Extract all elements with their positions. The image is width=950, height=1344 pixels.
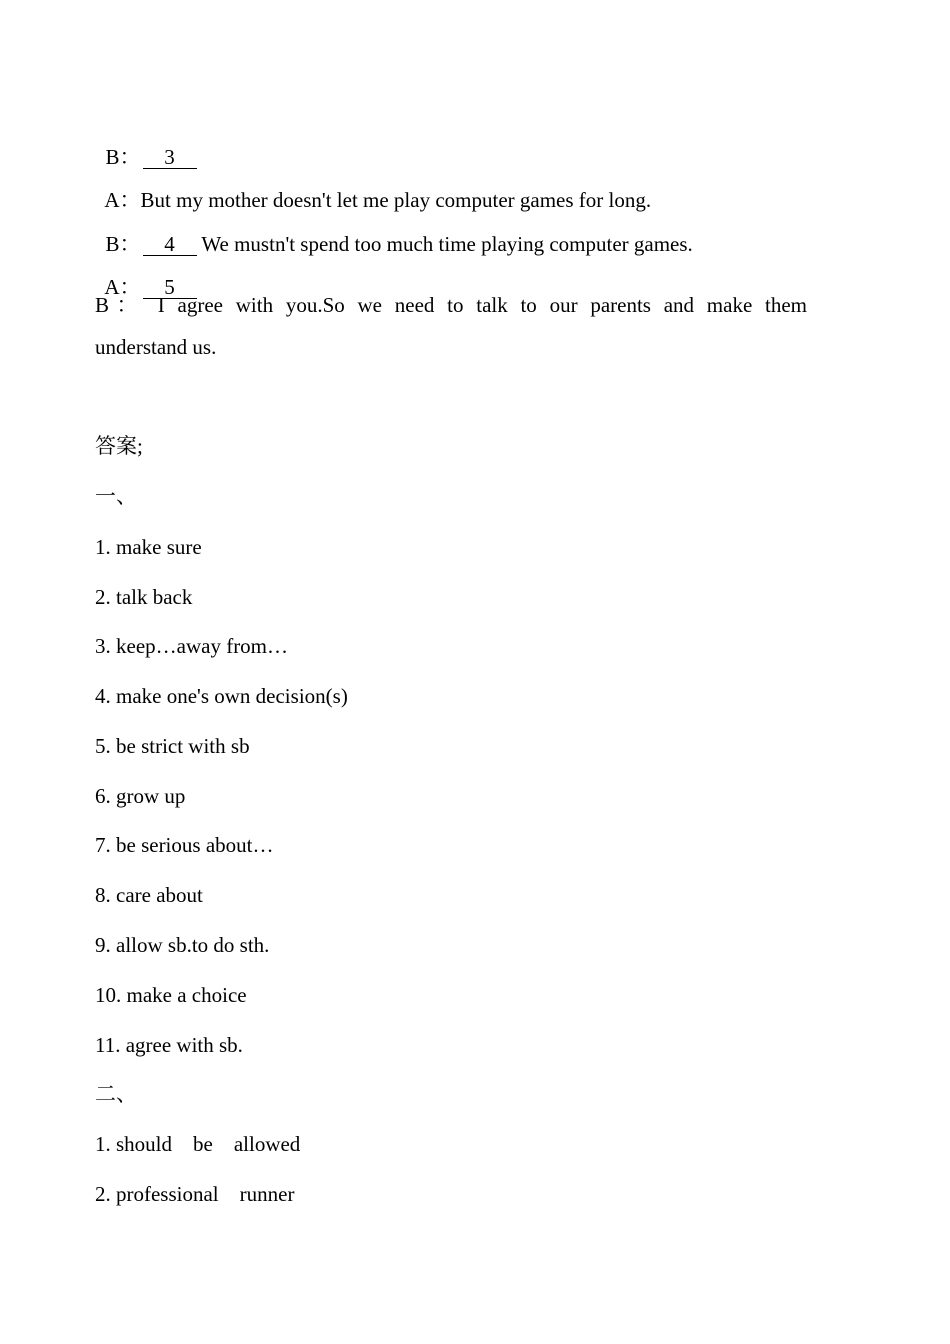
- answer-item: 5. be strict with sb: [95, 734, 250, 758]
- section-2-label: 二、: [95, 1082, 137, 1106]
- answer-item: 2. talk back: [95, 585, 193, 609]
- speaker: A：: [104, 188, 141, 212]
- dialogue-line-5: [95, 292, 807, 318]
- speaker: B：: [95, 293, 146, 317]
- speaker: A：: [104, 275, 141, 299]
- answer-item: 4. make one's own decision(s): [95, 684, 348, 708]
- answer-item: 1. make sure: [95, 535, 202, 559]
- answer-blank: 5: [143, 276, 197, 299]
- answer-blank: 3: [143, 146, 197, 169]
- answer-item: 9. allow sb.to do sth.: [95, 933, 270, 957]
- answer-item: 11. agree with sb.: [95, 1033, 243, 1057]
- answer-item: 6. grow up: [95, 784, 186, 808]
- answer-blank: 4: [143, 233, 197, 256]
- answer-item: 7. be serious about…: [95, 833, 274, 857]
- answer-item: 10. make a choice: [95, 983, 247, 1007]
- section-1-label: 一、: [95, 484, 137, 508]
- dialogue-text: We mustn't spend too much time playing computer games.: [196, 232, 693, 256]
- answer-item: 8. care about: [95, 883, 203, 907]
- dialogue-text: But my mother doesn't let me play computer games for long.: [140, 188, 652, 212]
- speaker: B：: [105, 232, 141, 256]
- answer-item: 3. keep…away from…: [95, 634, 289, 658]
- speaker: B：: [105, 145, 141, 169]
- dialogue-line-5-continuation: understand us.: [95, 335, 217, 359]
- answer-item: 1. should be allowed: [95, 1132, 301, 1156]
- dialogue-text: I agree with you.So we need to talk to our parents and make them: [157, 293, 808, 317]
- answers-title: 答案;: [95, 434, 143, 458]
- answer-item: 2. professional runner: [95, 1182, 295, 1206]
